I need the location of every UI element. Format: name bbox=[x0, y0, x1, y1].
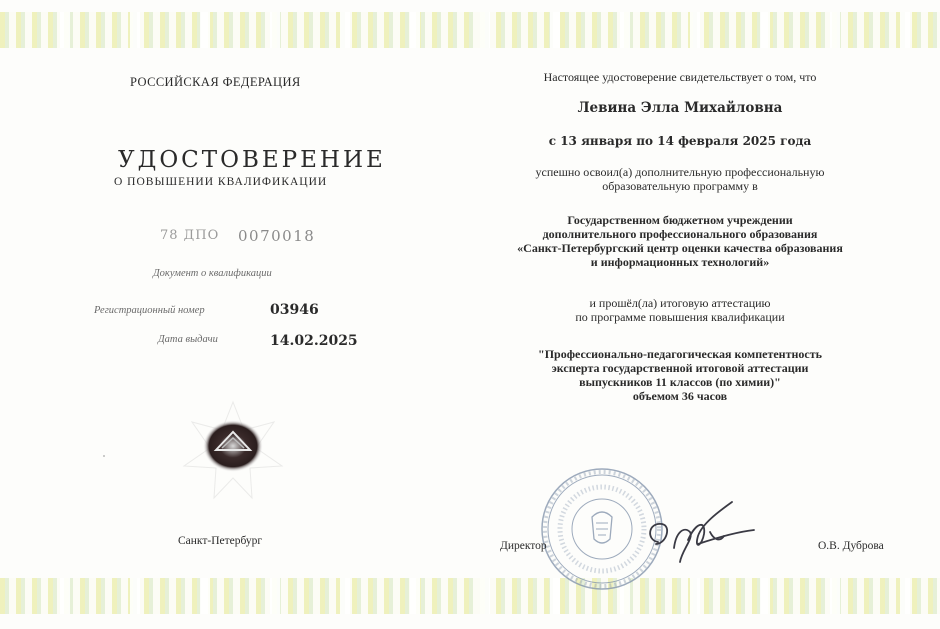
institution-line: Государственном бюджетном учреждении bbox=[567, 213, 793, 227]
issue-date-label: Дата выдачи bbox=[158, 334, 218, 345]
institution-line: и информационных технологий» bbox=[590, 255, 770, 269]
institution-line: дополнительного профессионального образования bbox=[542, 227, 818, 241]
mastered-line: успешно освоил(а) дополнительную профессиональную bbox=[535, 165, 825, 179]
country-name: РОССИЙСКАЯ ФЕДЕРАЦИЯ bbox=[130, 75, 301, 89]
program-line: выпускников 11 классов (по химии)" bbox=[579, 375, 781, 389]
document-series: 78 ДПО bbox=[160, 228, 220, 243]
program-line: "Профессионально-педагогическая компетентность bbox=[538, 347, 822, 361]
director-label: Директор bbox=[500, 540, 547, 552]
program-title bbox=[470, 347, 890, 403]
director-name: О.В. Дуброва bbox=[818, 540, 884, 552]
document-title: УДОСТОВЕРЕНИЕ bbox=[118, 147, 386, 173]
program-line: объемом 36 часов bbox=[632, 389, 728, 403]
document-subtitle: О ПОВЫШЕНИИ КВАЛИФИКАЦИИ bbox=[114, 176, 328, 188]
document-number: 0070018 bbox=[238, 227, 316, 245]
institution-line: «Санкт-Петербургский центр оценки качества образования bbox=[517, 241, 843, 255]
city-name: Санкт-Петербург bbox=[178, 535, 263, 547]
mastered-text bbox=[470, 165, 890, 193]
attestation-line: по программе повышения квалификации bbox=[575, 310, 785, 324]
program-line: эксперта государственной итоговой аттестации bbox=[551, 361, 809, 375]
issue-date: 14.02.2025 bbox=[270, 333, 358, 349]
decorative-bottom-band bbox=[0, 578, 940, 614]
decorative-top-band bbox=[0, 12, 940, 48]
registration-label: Регистрационный номер bbox=[94, 305, 205, 316]
attestation-line: и прошёл(ла) итоговую аттестацию bbox=[589, 296, 771, 310]
holder-name: Левина Элла Михайловна bbox=[577, 100, 783, 116]
training-period: с 13 января по 14 февраля 2025 года bbox=[548, 134, 812, 148]
attestation-text bbox=[470, 296, 890, 324]
hologram-emblem-icon bbox=[178, 400, 288, 500]
institution-name bbox=[470, 213, 890, 269]
mastered-line: образовательную программу в bbox=[602, 179, 758, 193]
document-kind: Документ о квалификации bbox=[153, 268, 272, 279]
speck bbox=[103, 455, 105, 457]
registration-number: 03946 bbox=[270, 302, 319, 318]
intro-text: Настоящее удостоверение свидетельствует о том, что bbox=[543, 70, 817, 84]
director-signature-icon bbox=[636, 492, 766, 572]
